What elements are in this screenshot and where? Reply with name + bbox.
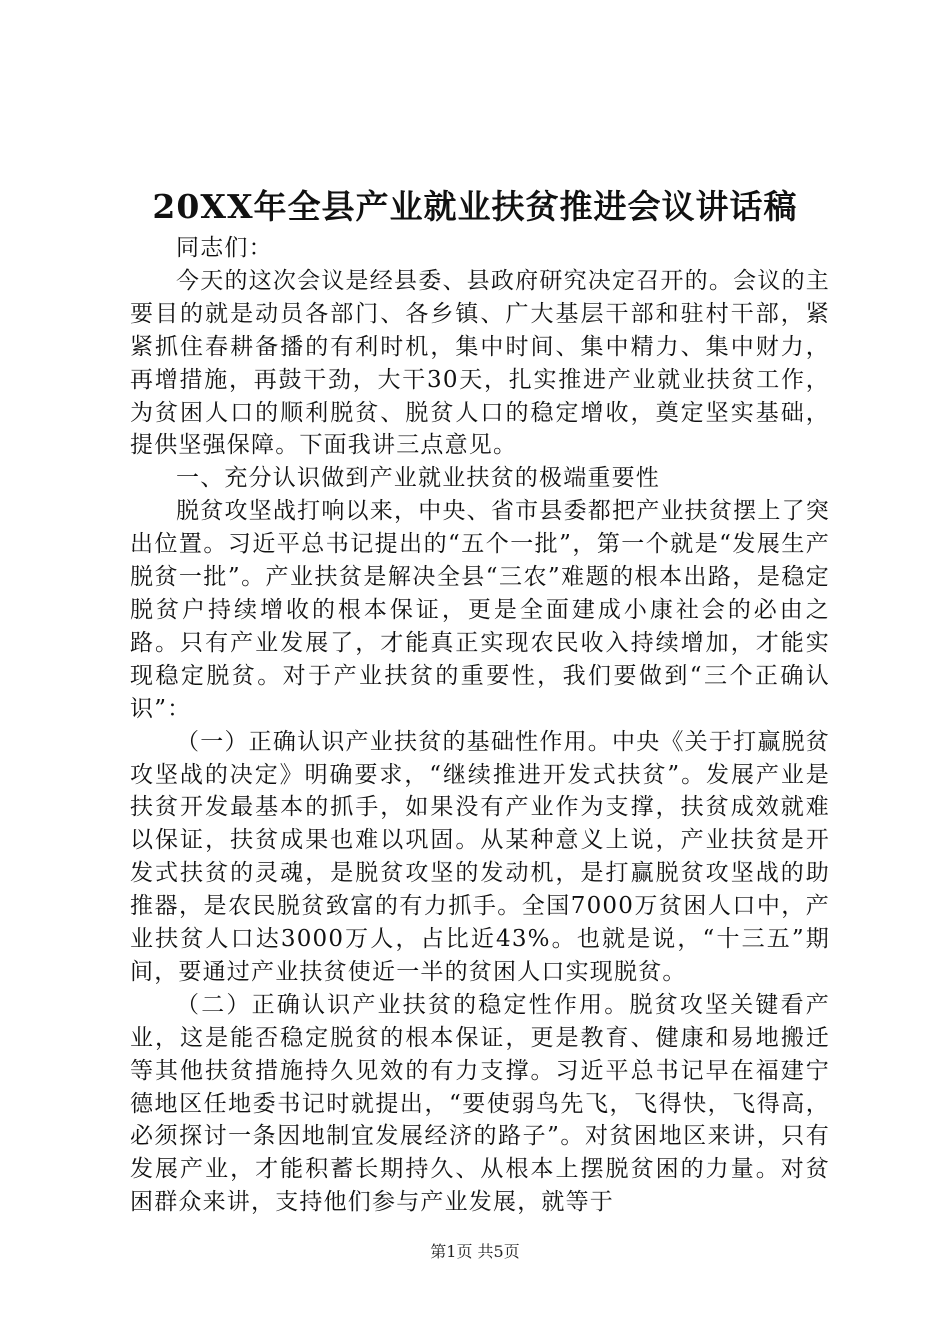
body-paragraph: 脱贫攻坚战打响以来，中央、省市县委都把产业扶贫摆上了突出位置。习近平总书记提出的“五个一批”，第一个就是“发展生产脱贫一批”。产业扶贫是解决全县“三农”难题的根本出路，是稳定脱贫户持续增收的根本保证，更是全面建成小康社会的必由之路。只有产业发展了，才能真正实现农民收入持续增加，才能实现稳定脱贫。对于产业扶贫的重要性，我们要做到“三个正确认识”： xyxy=(130,498,830,722)
body-paragraph: （二）正确认识产业扶贫的稳定性作用。脱贫攻坚关键看产业，这是能否稳定脱贫的根本保证，更是教育、健康和易地搬迁等其他扶贫措施持久见效的有力支撑。习近平总书记早在福建宁德地区任地委书记时就提出，“要使弱鸟先飞，飞得快，飞得高，必须探讨一条因地制宜发展经济的路子”。对贫困地区来讲，只有发展产业，才能积蓄长期持久、从根本上摆脱贫困的力量。对贫困群众来讲，支持他们参与产业发展，就等于 xyxy=(130,991,830,1216)
salutation-paragraph: 同志们： xyxy=(176,235,273,261)
intro-paragraph: 今天的这次会议是经县委、县政府研究决定召开的。会议的主要目的就是动员各部门、各乡镇、广大基层干部和驻村干部，紧紧抓住春耕备播的有利时机，集中时间、集中精力、集中财力，再增措施，再鼓干劲，大干30天，扎实推进产业就业扶贫工作，为贫困人口的顺利脱贫、脱贫人口的稳定增收，奠定坚实基础，提供坚强保障。下面我讲三点意见。 xyxy=(130,267,830,459)
section-heading: 一、充分认识做到产业就业扶贫的极端重要性 xyxy=(176,465,660,492)
document-body xyxy=(130,232,830,1219)
body-paragraph: （一）正确认识产业扶贫的基础性作用。中央《关于打赢脱贫攻坚战的决定》明确要求，“继续推进开发式扶贫”。发展产业是扶贫开发最基本的抓手，如果没有产业作为支撑，扶贫成效就难以保证，扶贫成果也难以巩固。从某种意义上说，产业扶贫是开发式扶贫的灵魂，是脱贫攻坚的发动机，是打赢脱贫攻坚战的助推器，是农民脱贫致富的有力抓手。全国7000万贫困人口中，产业扶贫人口达3000万人，占比近43%。也就是说，“十三五”期间，要通过产业扶贫使近一半的贫困人口实现脱贫。 xyxy=(130,728,830,985)
page-number-footer: 第1页 共5页 xyxy=(430,1242,520,1261)
document-title: 20XX年全县产业就业扶贫推进会议讲话稿 xyxy=(152,187,798,226)
